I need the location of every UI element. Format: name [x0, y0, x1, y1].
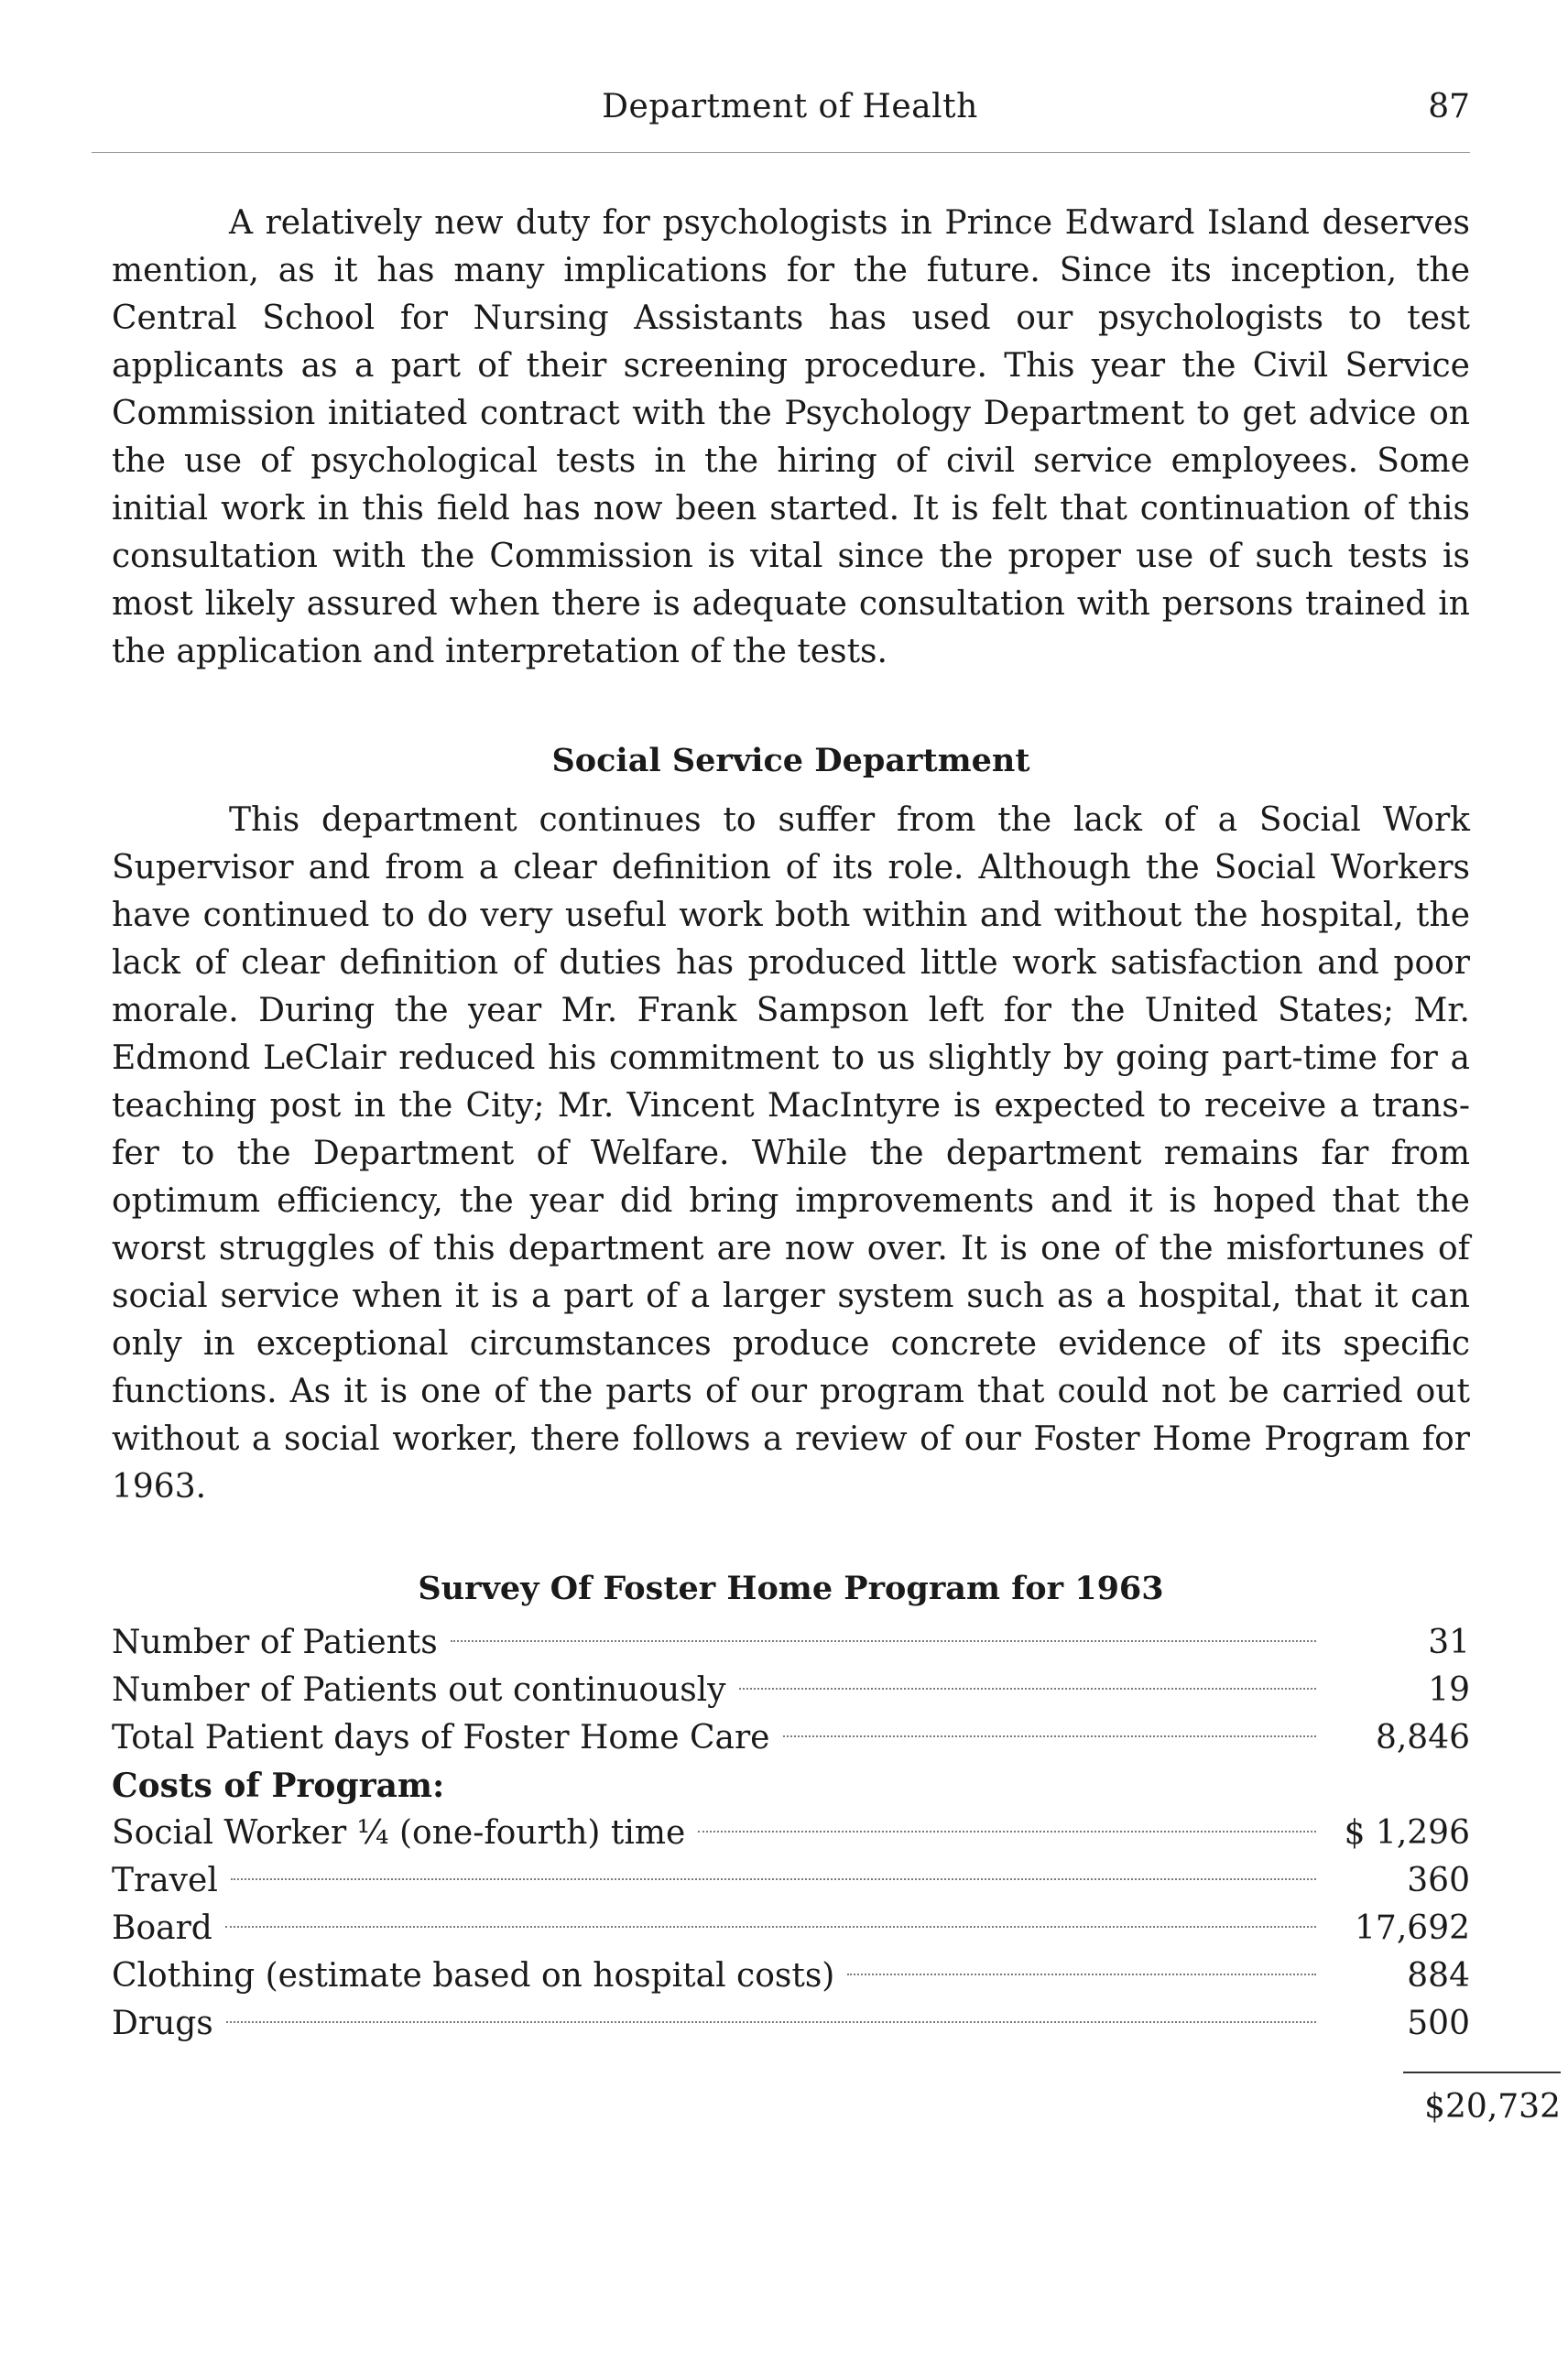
row-value: 19 — [1428, 1671, 1470, 1709]
survey-table — [112, 1619, 1470, 2048]
row-value: 17,692 — [1355, 1909, 1470, 1947]
survey-row — [112, 1667, 1470, 1714]
row-label: Number of Patients — [112, 1624, 438, 1661]
survey-heading: Survey Of Foster Home Program for 1963 — [418, 1570, 1164, 1607]
page-number: 87 — [1428, 88, 1470, 125]
row-label: Social Worker ¼ (one-fourth) time — [112, 1814, 686, 1852]
running-header — [110, 88, 1470, 143]
survey-row — [112, 1619, 1470, 1667]
row-label: Travel — [112, 1862, 218, 1899]
row-label: Number of Patients out continuously — [112, 1671, 726, 1709]
header-rule — [92, 152, 1470, 153]
row-value: 8,846 — [1375, 1719, 1470, 1756]
row-label: Total Patient days of Foster Home Care — [112, 1719, 770, 1756]
dot-leader — [783, 1735, 1317, 1737]
cost-row — [112, 1810, 1470, 1857]
dot-leader — [451, 1640, 1316, 1642]
cost-row — [112, 1905, 1470, 1952]
row-value: 31 — [1428, 1624, 1470, 1661]
row-value: 360 — [1407, 1862, 1470, 1899]
row-value: 500 — [1407, 2005, 1470, 2042]
total-value: $20,732 — [1424, 2088, 1561, 2126]
total-rule — [1403, 2072, 1561, 2073]
row-value: 884 — [1407, 1957, 1470, 1995]
dot-leader — [225, 1926, 1316, 1928]
header-title: Department of Health — [602, 88, 978, 125]
row-label: Clothing (estimate based on hospital costs) — [112, 1957, 835, 1995]
cost-row — [112, 1857, 1470, 1905]
costs-heading: Costs of Program: — [112, 1767, 445, 1805]
survey-row — [112, 1714, 1470, 1762]
dot-leader — [847, 1974, 1316, 1975]
dot-leader — [231, 1878, 1316, 1880]
paragraph-social-service: This department continues to suffer from the lack of a Social Work Supervisor and from a clear definition of its role. Although the Social Workers have continued to do very useful work both within and without the hospital, the lack of clear definition of duties has produced little work satisfaction and poor morale. During the year Mr. Frank Sampson left for the United States; Mr. Edmond LeClair reduced his commitment to us slightly by going part-time for a teaching post in the City; Mr. Vincent MacIntyre is expected to receive a transfer to the Department of Welfare. While the department remains far from optimum efficiency, the year did bring improvements and it is hoped that the worst struggles of this department are now over. It is one of the misfortunes of social service when it is a part of a larger system such as a hospital, that it can only in exceptional circumstances produce concrete evidence of its specific functions. As it is one of the parts of our program that could not be carried out without a social worker, there follows a review of our Foster Home Program for 1963. — [112, 801, 1470, 1506]
row-value: $ 1,296 — [1344, 1814, 1470, 1852]
cost-row — [112, 1952, 1470, 2000]
paragraph-psychology: A relatively new duty for psychologists in Prince Edward Island deserves mention, as it has many implications for the future. Since its inception, the Central School for Nursing Assistants has used our psychologists to test applicants as a part of their screening procedure. This year the Civil Service Commission initiated contract with the Psychology Department to get advice on the use of psychological tests in the hiring of civil service employees. Some initial work in this field has now been started. It is felt that continuation of this consultation with the Commission is vital since the proper use of such tests is most likely assured when there is adequate consultation with persons trained in the application and interpretation of the tests. — [112, 204, 1470, 670]
dot-leader — [226, 2021, 1316, 2023]
dot-leader — [739, 1688, 1316, 1690]
row-label: Board — [112, 1909, 212, 1947]
dot-leader — [698, 1831, 1316, 1833]
section-heading-social-service: Social Service Department — [551, 742, 1030, 779]
cost-row — [112, 2000, 1470, 2048]
row-label: Drugs — [112, 2005, 213, 2042]
